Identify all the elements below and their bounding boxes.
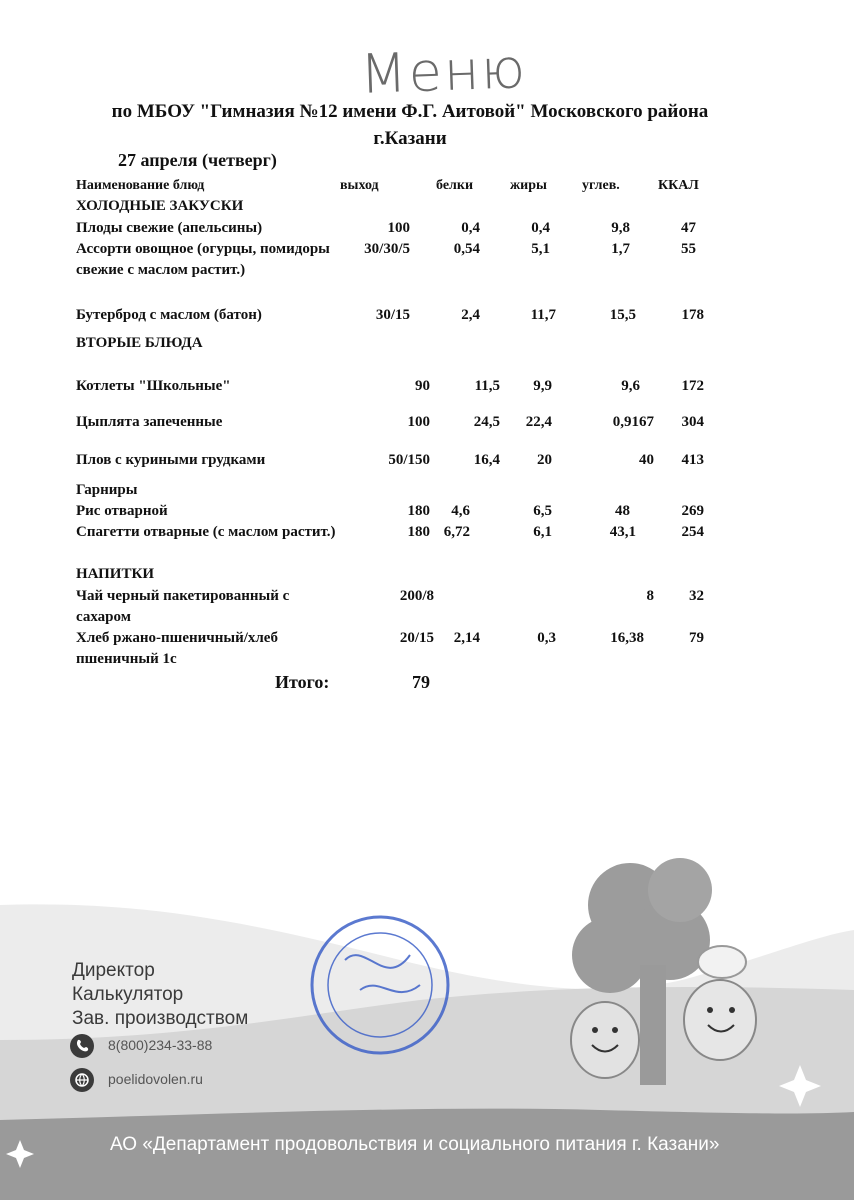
dish-fat: 5,1 bbox=[531, 241, 550, 257]
dish-protein: 24,5 bbox=[473, 414, 500, 430]
dish-output: 50/150 bbox=[388, 452, 430, 468]
dish-fat: 6,1 bbox=[533, 524, 552, 540]
section-label: ХОЛОДНЫЕ ЗАКУСКИ bbox=[76, 198, 244, 214]
dish-kcal: 304 bbox=[681, 414, 704, 430]
dish-carbs: 0,9167 bbox=[612, 414, 654, 430]
section-label: Гарниры bbox=[76, 482, 138, 498]
signature-calculator: Калькулятор bbox=[72, 984, 184, 1005]
dish-output: 200/8 bbox=[399, 588, 434, 604]
dish-name: Плов с куриными грудками bbox=[76, 452, 266, 468]
dish-output: 100 bbox=[407, 414, 430, 430]
col-output: выход bbox=[340, 178, 379, 193]
dish-name: Спагетти отварные (с маслом растит.) bbox=[76, 524, 336, 540]
dish-name: Плоды свежие (апельсины) bbox=[76, 220, 263, 236]
total-value: 79 bbox=[412, 672, 430, 692]
col-fat: жиры bbox=[510, 178, 547, 193]
dish-output: 90 bbox=[415, 378, 430, 394]
col-carbs: углев. bbox=[582, 178, 620, 193]
signature-director: Директор bbox=[72, 960, 155, 981]
col-protein: белки bbox=[436, 178, 474, 193]
dish-kcal: 55 bbox=[681, 241, 696, 257]
dish-carbs: 8 bbox=[646, 588, 654, 604]
dish-kcal: 269 bbox=[681, 503, 704, 519]
dish-name: Чай черный пакетированный с сахаром bbox=[76, 588, 290, 625]
org-line-2: г.Казани bbox=[373, 128, 447, 149]
dish-fat: 22,4 bbox=[525, 414, 552, 430]
dish-protein: 6,72 bbox=[443, 524, 470, 540]
dish-protein: 0,54 bbox=[453, 241, 480, 257]
dish-kcal: 178 bbox=[681, 307, 704, 323]
dish-carbs: 16,38 bbox=[610, 630, 644, 646]
dish-output: 20/15 bbox=[399, 630, 434, 646]
dish-protein: 16,4 bbox=[473, 452, 500, 468]
dish-fat: 6,5 bbox=[533, 503, 552, 519]
section-label: НАПИТКИ bbox=[76, 566, 155, 582]
dish-kcal: 79 bbox=[689, 630, 704, 646]
dish-protein: 0,4 bbox=[461, 220, 480, 236]
dumpling-mascot-icon bbox=[571, 1002, 639, 1078]
dish-name: Рис отварной bbox=[76, 503, 168, 519]
section-label: ВТОРЫЕ БЛЮДА bbox=[76, 335, 203, 351]
dish-output: 30/30/5 bbox=[364, 241, 410, 257]
dish-protein: 2,14 bbox=[453, 630, 480, 646]
dish-protein: 11,5 bbox=[474, 378, 500, 394]
dish-carbs: 43,1 bbox=[609, 524, 636, 540]
dish-carbs: 1,7 bbox=[611, 241, 630, 257]
dish-output: 180 bbox=[407, 503, 430, 519]
dish-fat: 11,7 bbox=[530, 307, 556, 323]
dish-fat: 0,3 bbox=[537, 630, 556, 646]
organization-header bbox=[40, 98, 780, 152]
dish-carbs: 9,6 bbox=[621, 378, 640, 394]
phone-number[interactable]: 8(800)234-33-88 bbox=[108, 1037, 213, 1053]
org-line-1: по МБОУ "Гимназия №12 имени Ф.Г. Аитовой" Московского района bbox=[111, 101, 709, 122]
dish-name: Котлеты "Школьные" bbox=[76, 378, 231, 394]
website-link[interactable]: poelidovolen.ru bbox=[108, 1071, 203, 1087]
dish-name: Хлеб ржано-пшеничный/хлеб пшеничный 1с bbox=[76, 630, 278, 667]
dish-protein: 2,4 bbox=[461, 307, 480, 323]
dish-carbs: 15,5 bbox=[609, 307, 636, 323]
dish-name: Ассорти овощное (огурцы, помидоры свежие с маслом растит.) bbox=[76, 241, 330, 278]
col-kcal: ККАЛ bbox=[658, 178, 699, 193]
dish-fat: 0,4 bbox=[531, 220, 550, 236]
dish-carbs: 48 bbox=[615, 503, 630, 519]
signature-production-head: Зав. производством bbox=[72, 1008, 249, 1029]
dish-protein: 4,6 bbox=[451, 503, 470, 519]
company-name: АО «Департамент продовольствия и социального питания г. Казани» bbox=[110, 1134, 720, 1155]
handwritten-title: Меню bbox=[358, 37, 529, 106]
dish-carbs: 9,8 bbox=[611, 220, 630, 236]
total-label: Итого: bbox=[275, 672, 330, 692]
dish-kcal: 172 bbox=[681, 378, 704, 394]
dish-kcal: 32 bbox=[689, 588, 704, 604]
col-name: Наименование блюд bbox=[76, 178, 205, 193]
dish-kcal: 254 bbox=[681, 524, 704, 540]
dish-output: 100 bbox=[387, 220, 410, 236]
dish-carbs: 40 bbox=[639, 452, 654, 468]
dish-fat: 9,9 bbox=[533, 378, 552, 394]
dish-name: Бутерброд с маслом (батон) bbox=[76, 307, 262, 323]
dish-fat: 20 bbox=[537, 452, 552, 468]
phone-icon bbox=[70, 1034, 94, 1058]
dish-name: Цыплята запеченные bbox=[76, 414, 223, 430]
dish-output: 180 bbox=[407, 524, 430, 540]
menu-date: 27 апреля (четверг) bbox=[118, 150, 277, 170]
dish-kcal: 413 bbox=[681, 452, 704, 468]
dish-output: 30/15 bbox=[375, 307, 410, 323]
dish-kcal: 47 bbox=[681, 220, 696, 236]
globe-icon bbox=[70, 1068, 94, 1092]
